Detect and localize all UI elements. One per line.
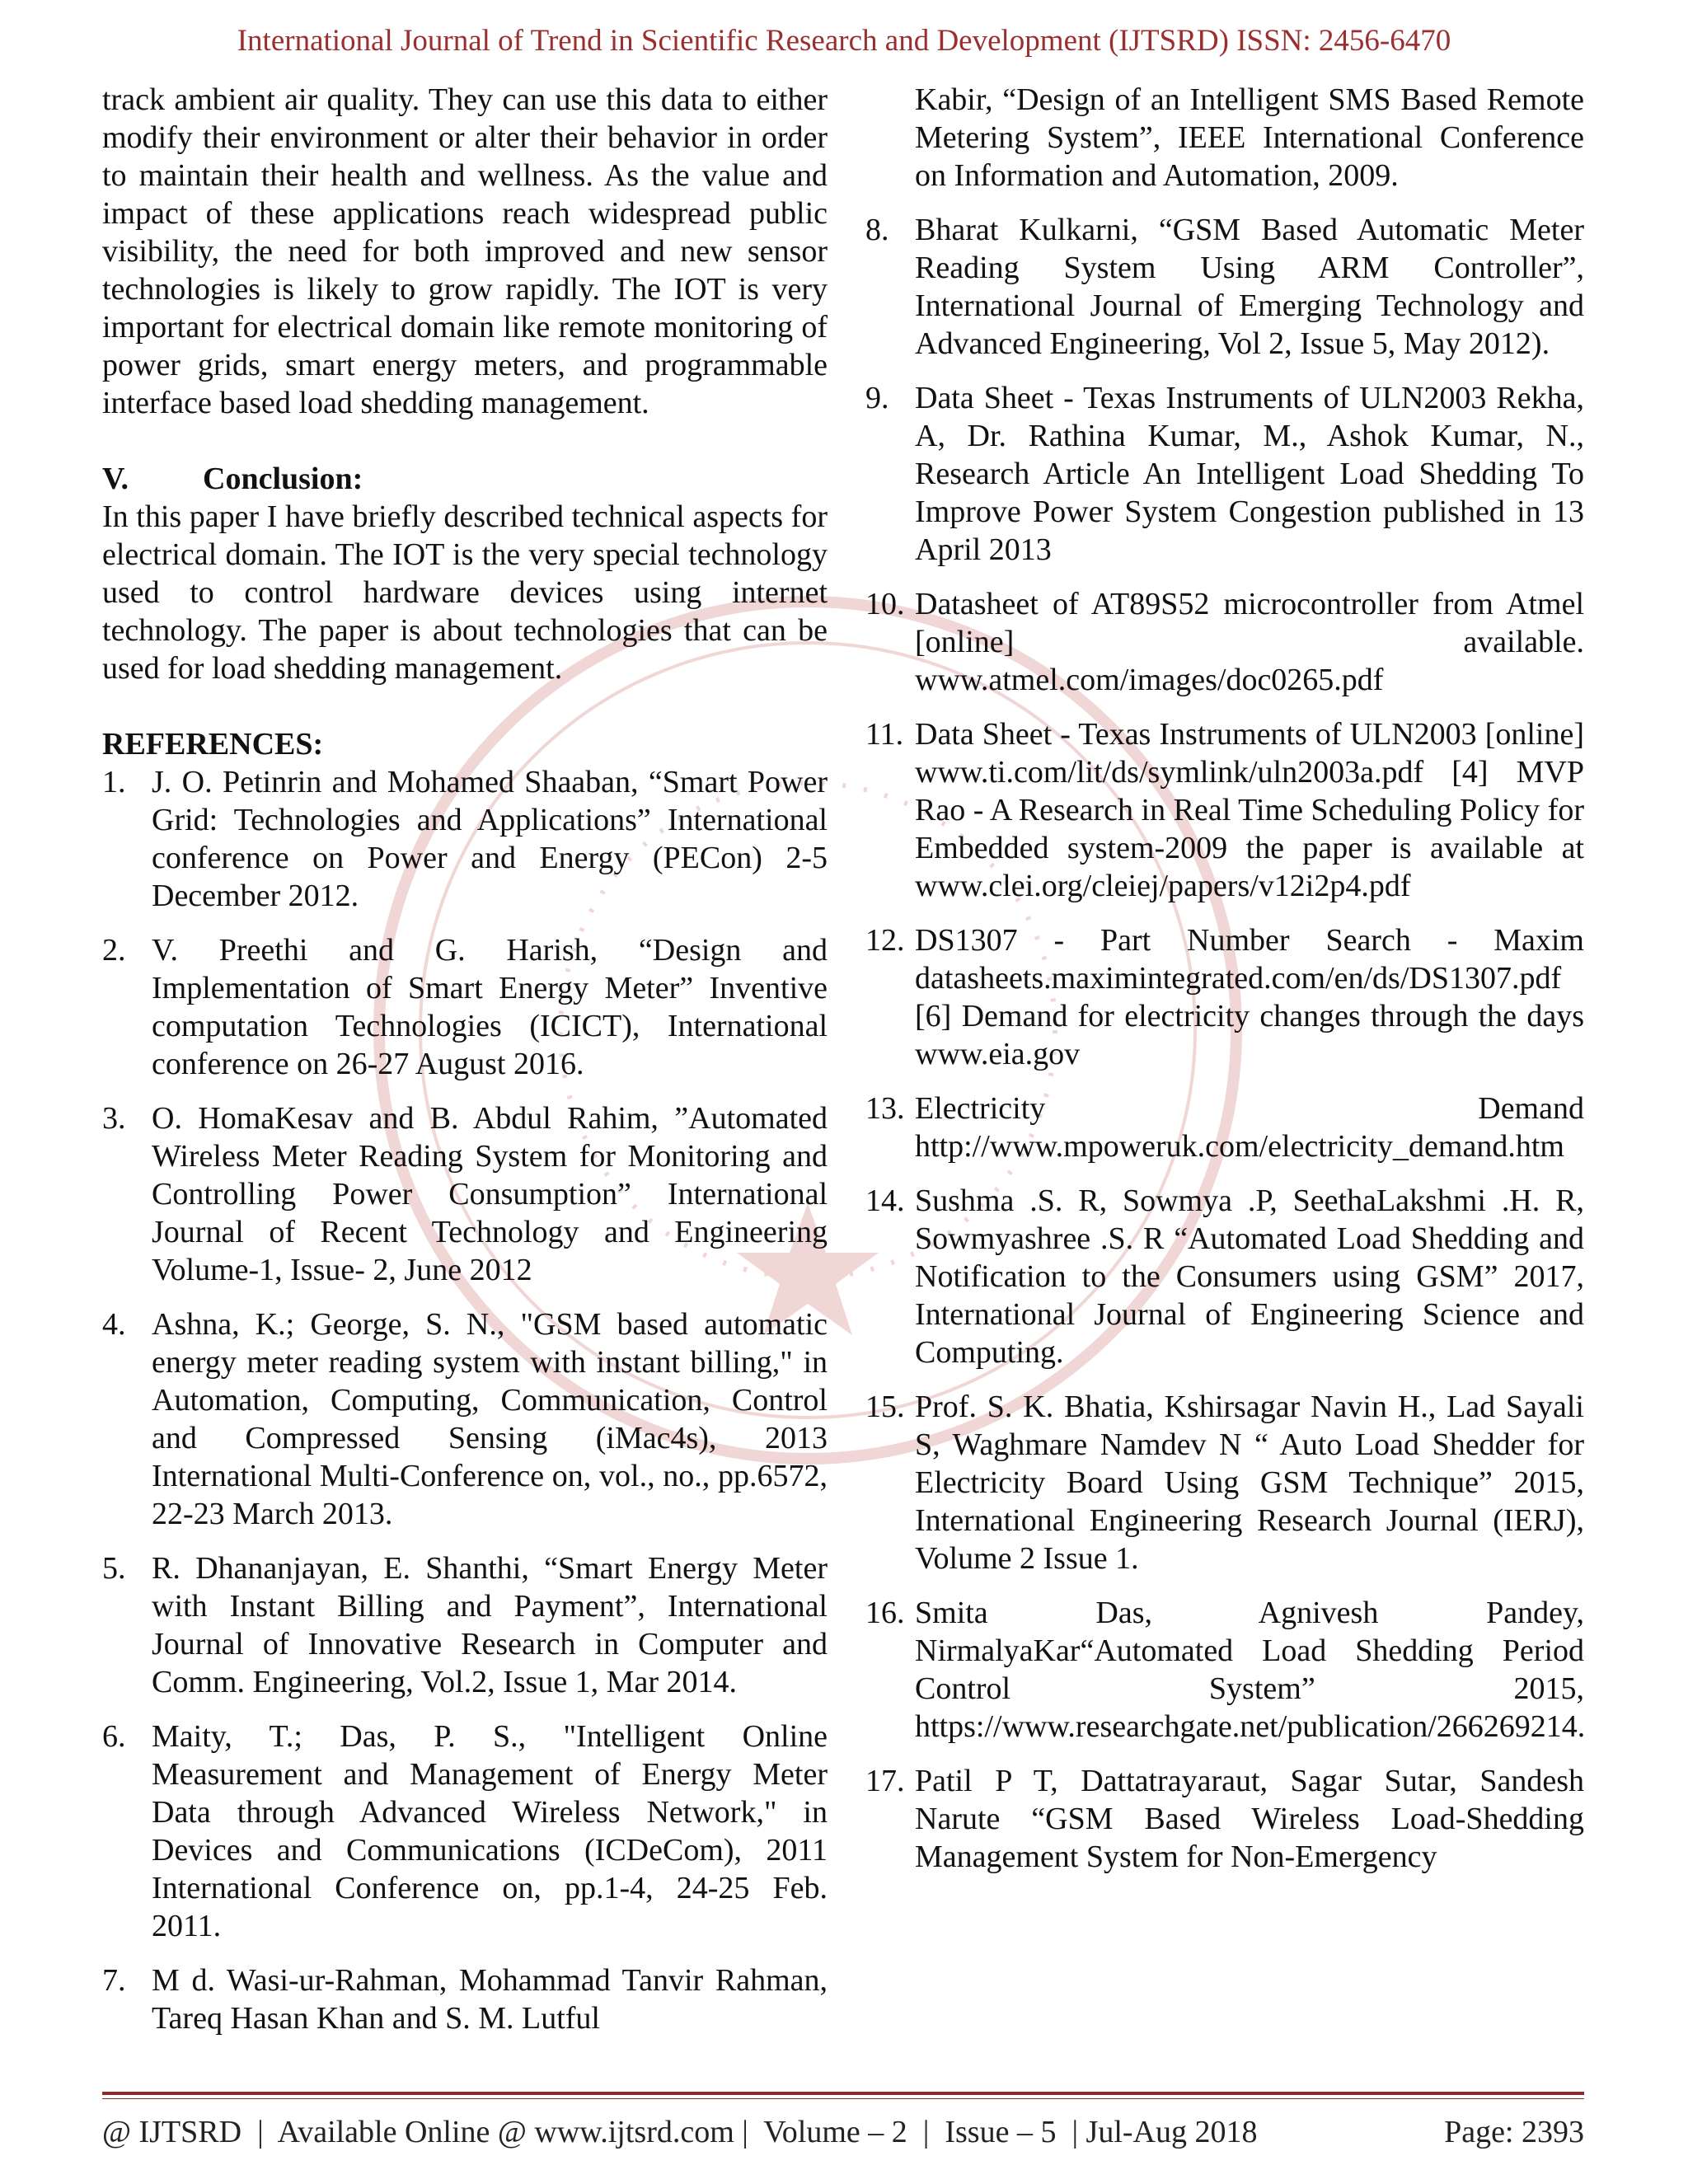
reference-text: Smita Das, Agnivesh Pandey, NirmalyaKar“Automated Load Shedding Period Control System” 2015, https://www.researchgate.net/publication/266269214. (915, 1596, 1586, 1744)
reference-number: 11. (865, 717, 904, 752)
references-list-right (865, 211, 1584, 1876)
reference-item (865, 1388, 1584, 1577)
references-list-left (102, 763, 828, 2037)
reference-number: 2. (102, 933, 126, 968)
reference-number: 7. (102, 1963, 126, 1998)
reference-number: 15. (865, 1390, 905, 1424)
reference-number: 17. (865, 1764, 905, 1798)
reference-item (102, 1099, 828, 1289)
references-heading: REFERENCES: (102, 727, 324, 762)
reference-text: Datasheet of AT89S52 microcontroller from Atmel [online] available. www.atmel.com/images/doc0265.pdf (915, 587, 1584, 697)
section-number: V. (102, 462, 129, 496)
reference-number: 12. (865, 923, 905, 958)
reference-text: Ashna, K.; George, S. N., "GSM based automatic energy meter reading system with instant billing," in Automation, Computing, Communication, Control and Compressed Sensing (iMac4s), 2013 International Multi-Conference on, vol., no., pp.6572, 22-23 March 2013. (152, 1307, 828, 1531)
reference-item (102, 1549, 828, 1701)
reference-number: 9. (865, 381, 889, 415)
reference-number: 14. (865, 1183, 905, 1218)
left-column (102, 81, 828, 2054)
journal-header: International Journal of Trend in Scientific Research and Development (IJTSRD) ISSN: 2456-6470 (237, 24, 1451, 58)
reference-item (865, 379, 1584, 569)
reference-7-continuation: Kabir, “Design of an Intelligent SMS Based Remote Metering System”, IEEE International Conference on Information and Automation, 2009. (915, 82, 1584, 193)
reference-item (102, 1305, 828, 1533)
reference-item (865, 1182, 1584, 1371)
reference-number: 4. (102, 1307, 126, 1342)
conclusion-heading (102, 460, 828, 498)
reference-item (102, 1718, 828, 1945)
reference-number: 13. (865, 1091, 905, 1126)
reference-number: 5. (102, 1551, 126, 1586)
reference-text: R. Dhananjayan, E. Shanthi, “Smart Energy Meter with Instant Billing and Payment”, International Journal of Innovative Research in Computer and Comm. Engineering, Vol.2, Issue 1, Mar 2014. (152, 1551, 828, 1699)
reference-number: 1. (102, 765, 126, 799)
reference-text: V. Preethi and G. Harish, “Design and Implementation of Smart Energy Meter” Inventive computation Technologies (ICICT), International conference on 26-27 August 2016. (152, 933, 828, 1081)
reference-text: DS1307 - Part Number Search - Maxim datasheets.maximintegrated.com/en/ds/DS1307.pdf [6] Demand for electricity changes through the days www.eia.gov (915, 923, 1584, 1071)
reference-text: J. O. Petinrin and Mohamed Shaaban, “Smart Power Grid: Technologies and Applications” International conference on Power and Energy (PECon) 2-5 December 2012. (152, 765, 828, 913)
reference-text: Bharat Kulkarni, “GSM Based Automatic Meter Reading System Using ARM Controller”, International Journal of Emerging Technology and Advanced Engineering, Vol 2, Issue 5, May 2012). (915, 213, 1584, 361)
footer-page-number: Page: 2393 (1444, 2115, 1584, 2149)
reference-item (865, 921, 1584, 1073)
footer-publication-info: @ IJTSRD | Available Online @ www.ijtsrd.com | Volume – 2 | Issue – 5 | Jul-Aug 2018 (102, 2115, 1258, 2149)
reference-text: Data Sheet - Texas Instruments of ULN2003 [online] www.ti.com/lit/ds/symlink/uln2003a.pdf [4] MVP Rao - A Research in Real Time Scheduling Policy for Embedded system-2009 the paper is available at www.clei.org/cleiej/papers/v12i2p4.pdf (915, 717, 1584, 903)
reference-text: O. HomaKesav and B. Abdul Rahim, ”Automated Wireless Meter Reading System for Monitoring and Controlling Power Consumption” International Journal of Recent Technology and Engineering Volume-1, Issue- 2, June 2012 (152, 1101, 828, 1287)
reference-number: 3. (102, 1101, 126, 1136)
reference-item (865, 1762, 1584, 1876)
reference-text: M d. Wasi-ur-Rahman, Mohammad Tanvir Rahman, Tareq Hasan Khan and S. M. Lutful (152, 1963, 828, 2036)
reference-item (865, 1090, 1584, 1165)
reference-text: Patil P T, Dattatrayaraut, Sagar Sutar, Sandesh Narute “GSM Based Wireless Load-Shedding Management System for Non-Emergency (915, 1764, 1584, 1874)
reference-item (102, 1961, 828, 2037)
reference-item (865, 1594, 1584, 1746)
right-column (865, 81, 1584, 1892)
reference-number: 6. (102, 1719, 126, 1754)
reference-number: 10. (865, 587, 905, 621)
footer-rule-thin (102, 2098, 1584, 2099)
intro-paragraph: track ambient air quality. They can use this data to either modify their environment or alter their behavior in order to maintain their health and wellness. As the value and impact of these applications reach widespread public visibility, the need for both improved and new sensor technologies is likely to grow rapidly. The IOT is very important for electrical domain like remote monitoring of power grids, smart energy meters, and programmable interface based load shedding management. (102, 82, 828, 420)
reference-item (865, 211, 1584, 363)
reference-text: Maity, T.; Das, P. S., "Intelligent Online Measurement and Management of Energy Meter Data through Advanced Wireless Network," in Devices and Communications (ICDeCom), 2011 International Conference on, pp.1-4, 24-25 Feb. 2011. (152, 1719, 828, 1943)
reference-text: Prof. S. K. Bhatia, Kshirsagar Navin H., Lad Sayali S, Waghmare Namdev N “ Auto Load Shedder for Electricity Board Using GSM Technique” 2015, International Engineering Research Journal (IERJ), Volume 2 Issue 1. (915, 1390, 1584, 1576)
reference-text: Sushma .S. R, Sowmya .P, SeethaLakshmi .H. R, Sowmyashree .S. R “Automated Load Shedding and Notification to the Consumers using GSM” 2017, International Journal of Engineering Science and Computing. (915, 1183, 1584, 1370)
section-title: Conclusion: (203, 462, 363, 496)
reference-number: 8. (865, 213, 889, 247)
reference-item (102, 763, 828, 915)
reference-item (865, 585, 1584, 699)
reference-text: Data Sheet - Texas Instruments of ULN2003 Rekha, A, Dr. Rathina Kumar, M., Ashok Kumar, N., Research Article An Intelligent Load Shedding To Improve Power System Congestion published in 13 April 2013 (915, 381, 1584, 567)
reference-item (865, 715, 1584, 905)
reference-item (102, 931, 828, 1083)
reference-text: Electricity Demand http://www.mpoweruk.com/electricity_demand.htm (915, 1091, 1584, 1164)
conclusion-paragraph: In this paper I have briefly described technical aspects for electrical domain. The IOT is the very special technology used to control hardware devices using internet technology. The paper is about technologies that can be used for load shedding management. (102, 499, 828, 686)
footer-rule (102, 2092, 1584, 2095)
reference-number: 16. (865, 1596, 905, 1630)
